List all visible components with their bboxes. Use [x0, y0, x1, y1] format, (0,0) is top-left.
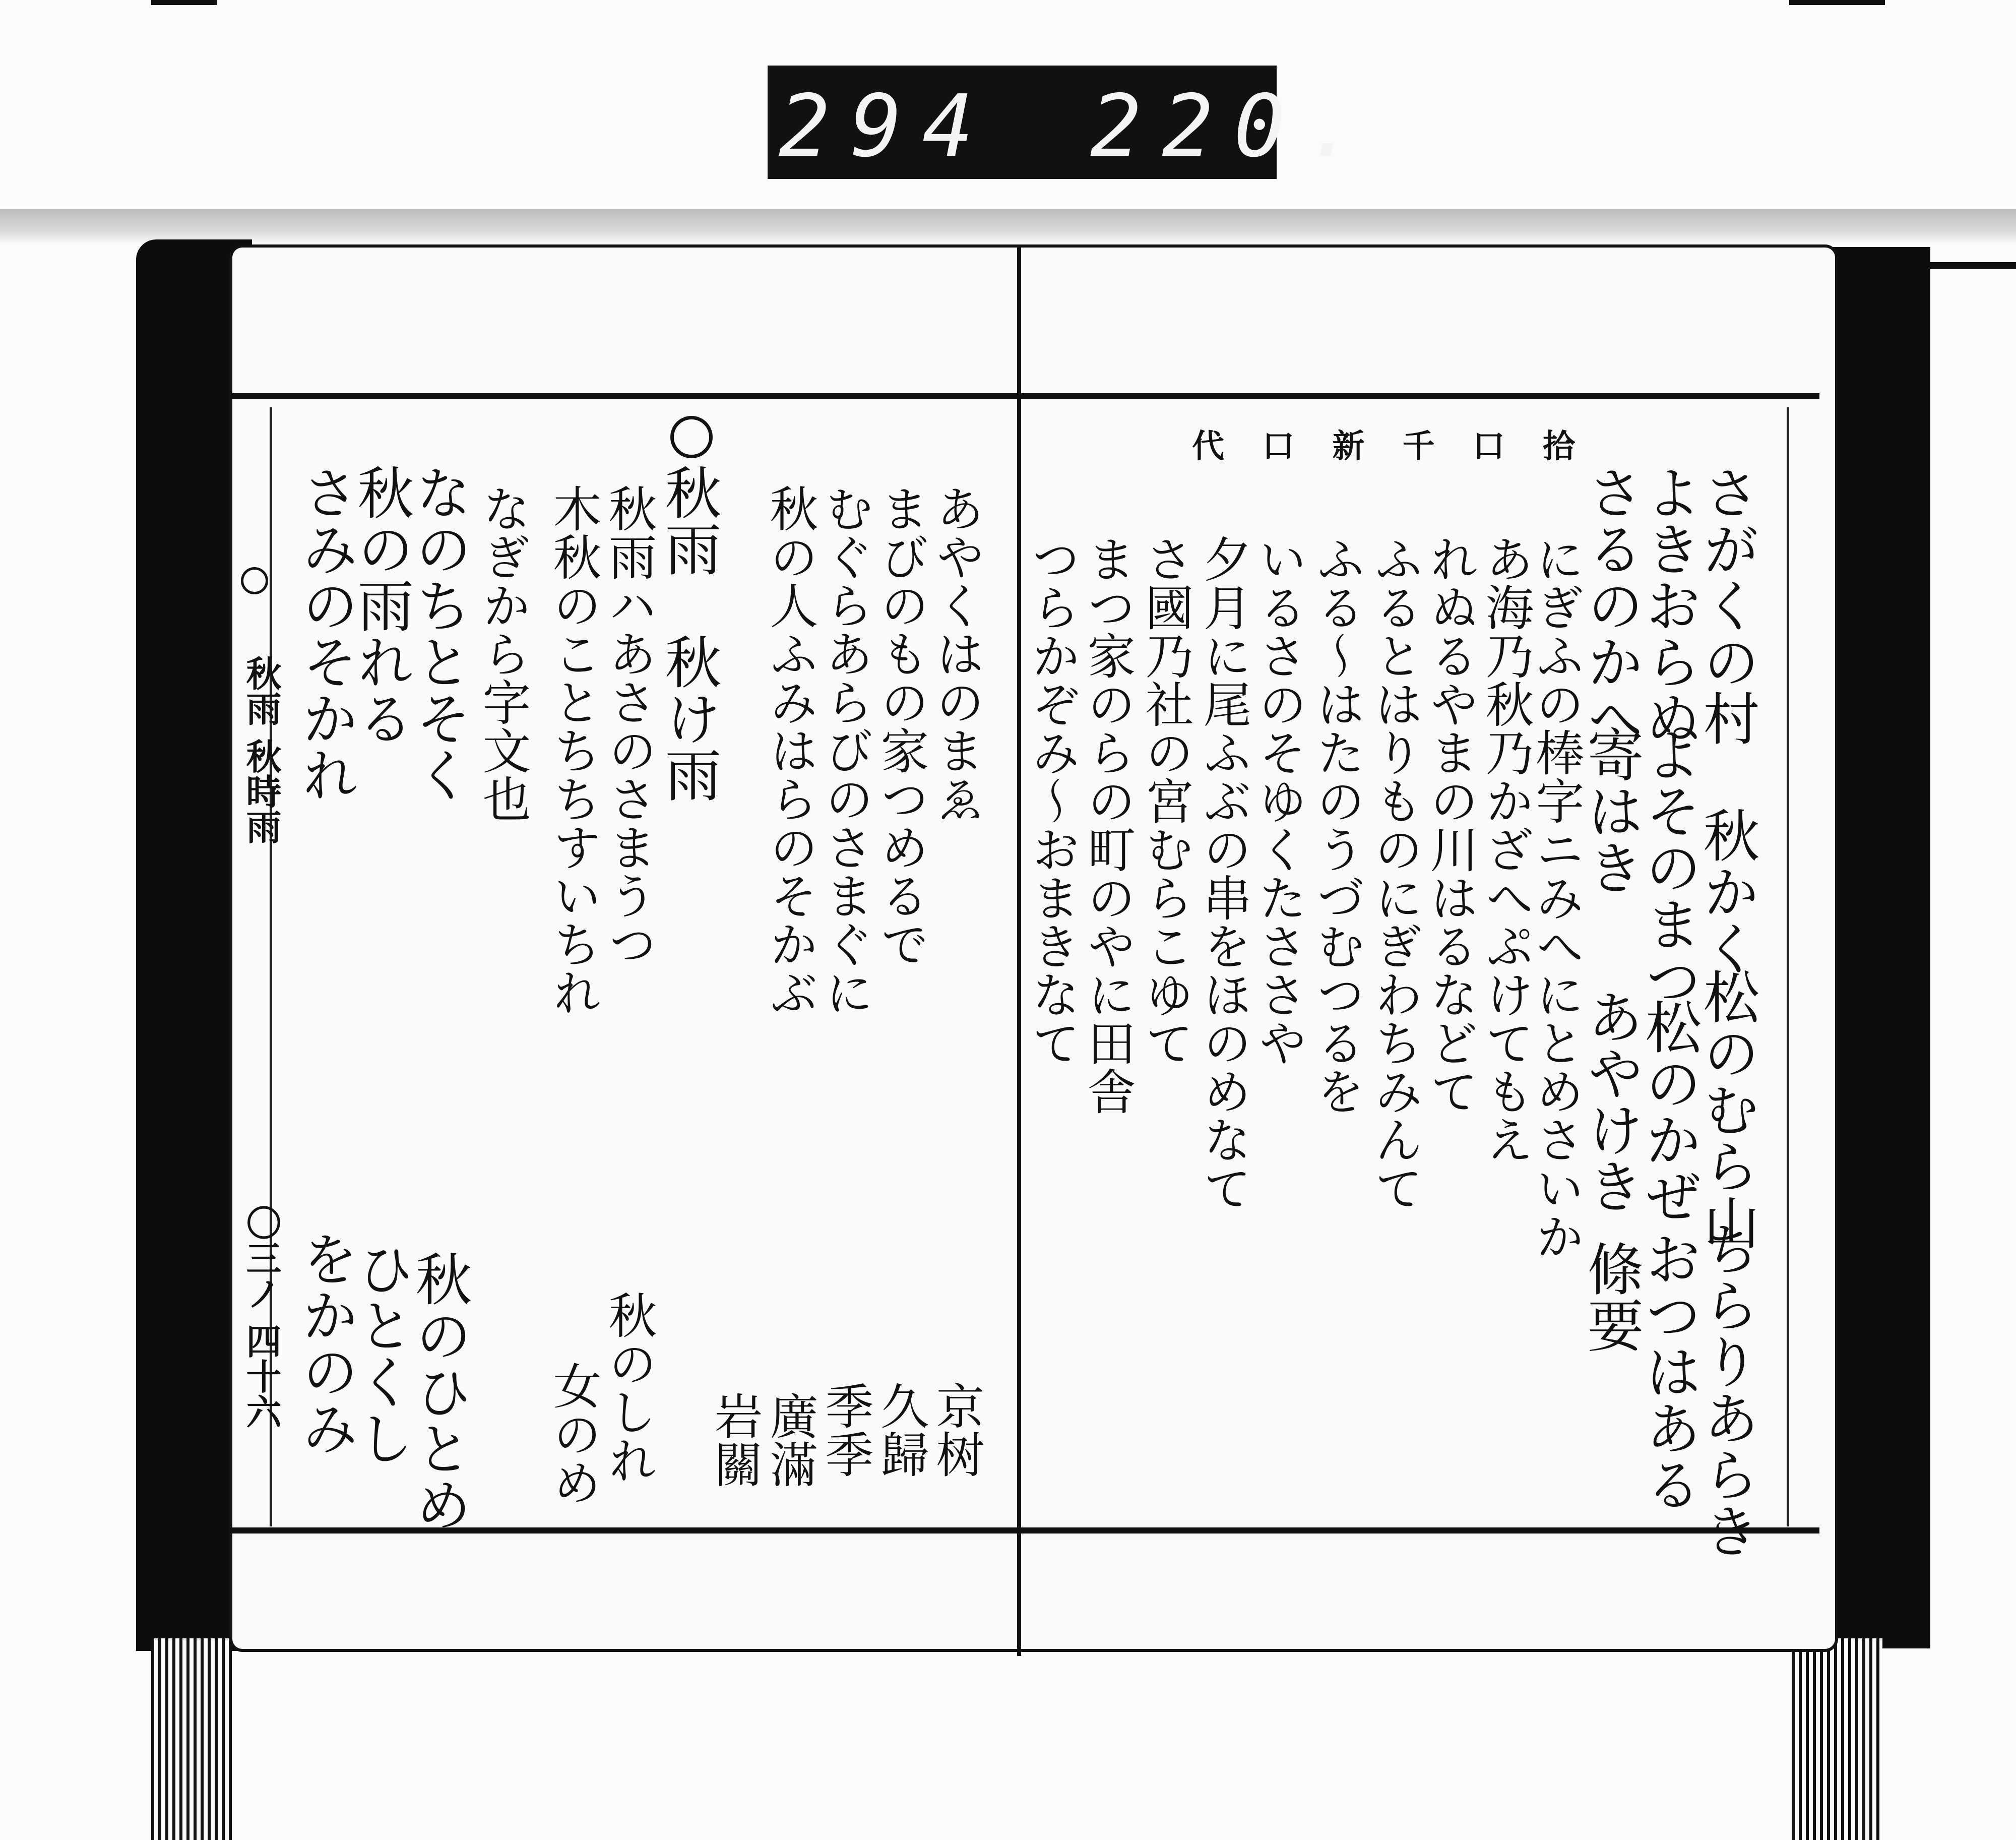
- text-column: なのちとそく: [406, 464, 472, 803]
- header-char: 千: [1402, 427, 1435, 465]
- page-number-label: [768, 66, 1377, 179]
- text-column: 夕月に尾ふぶの串をほのめなて: [1195, 534, 1252, 1212]
- label-number-right: 220.: [1090, 77, 1377, 176]
- text-column: 秋の人ふみはらのそかぶ: [762, 484, 818, 1016]
- text-column: さがくの村: [1694, 464, 1759, 746]
- margin-circle-mark: [241, 567, 268, 594]
- top-rule: [232, 393, 1819, 399]
- text-column: あ海乃秋乃かざへぷけてもえ: [1478, 534, 1534, 1163]
- header-char: 新: [1332, 427, 1365, 465]
- header-char: 拾: [1543, 427, 1575, 465]
- text-column: 季季: [817, 1381, 874, 1478]
- text-column: ふる～はたのうづむつるを: [1309, 534, 1365, 1115]
- cover-fringe-right: [1792, 1638, 1882, 1840]
- text-column: 岩關: [707, 1391, 763, 1488]
- edge-line-top-left: [151, 0, 217, 5]
- text-column: なぎから字文也: [475, 484, 531, 823]
- text-column: あやくはのまゑ: [928, 484, 985, 823]
- text-column: 秋のひとめ: [406, 1250, 472, 1532]
- text-column: をかのみ: [293, 1230, 358, 1456]
- text-column: つらかぞみ～おまきなて: [1024, 534, 1081, 1067]
- text-column: 廣滿: [762, 1391, 818, 1488]
- label-number-left: 294: [779, 77, 994, 176]
- text-column: れぬるやまの川はるなどて: [1422, 534, 1479, 1115]
- text-column: 女のめ: [545, 1361, 602, 1506]
- text-column: おつはある: [1636, 1230, 1702, 1512]
- text-column: むぐらあらびのさまぐに: [817, 484, 874, 1016]
- text-column: 久歸: [873, 1381, 929, 1478]
- text-column: よきおらぬ: [1636, 464, 1702, 746]
- text-column: さるのかへ: [1578, 464, 1644, 746]
- margin-folio: 〇三ノ 四十六: [240, 1205, 282, 1429]
- book-spine: [1017, 244, 1021, 1656]
- cover-fringe-left: [151, 1638, 232, 1840]
- text-column: ふるとはりものにぎわちみんて: [1367, 534, 1423, 1212]
- text-column: 秋のしれ: [601, 1291, 657, 1484]
- text-column: まびのもの家つめるで: [873, 484, 929, 968]
- text-column: 木秋のことちちすいちれ: [545, 484, 602, 1016]
- text-column: ちらりあらき: [1694, 1220, 1759, 1559]
- text-column: まつ家のらの町のやに田舎: [1080, 534, 1136, 1115]
- text-column: にぎふの棒字ニみへにとめさいか: [1528, 534, 1585, 1260]
- page-header: [1192, 413, 1575, 474]
- section-circle-mark: [670, 416, 713, 458]
- text-column: さみのそかれ: [293, 464, 358, 803]
- margin-title: 秋雨 秋時雨: [240, 655, 282, 844]
- text-column: 松のむら山: [1694, 968, 1759, 1250]
- scan-shadow: [0, 209, 2016, 244]
- text-column: ひとくし: [348, 1240, 414, 1466]
- text-column: 秋雨ハあさのさまうつ: [601, 484, 657, 968]
- text-column: よそのまつ: [1636, 726, 1702, 1008]
- header-char: 口: [1262, 427, 1295, 465]
- text-column: 條要: [1578, 1240, 1644, 1353]
- edge-line-top-right: [1789, 0, 1885, 5]
- text-column: 秋雨 秋け雨: [656, 464, 721, 803]
- text-column: あやけき: [1578, 988, 1644, 1214]
- text-column: 秋の雨れる: [348, 464, 414, 746]
- text-column: 秋かく: [1694, 807, 1759, 976]
- text-column: 松のかぜ: [1636, 998, 1702, 1224]
- text-column: 京树: [928, 1381, 985, 1478]
- header-char: 口: [1472, 427, 1505, 465]
- text-column: さ國乃社の宮むらこゆて: [1138, 534, 1194, 1067]
- text-column: 寄はき: [1578, 726, 1644, 895]
- header-char: 代: [1192, 427, 1225, 465]
- text-column: いるさのそゆくたささや: [1251, 534, 1307, 1067]
